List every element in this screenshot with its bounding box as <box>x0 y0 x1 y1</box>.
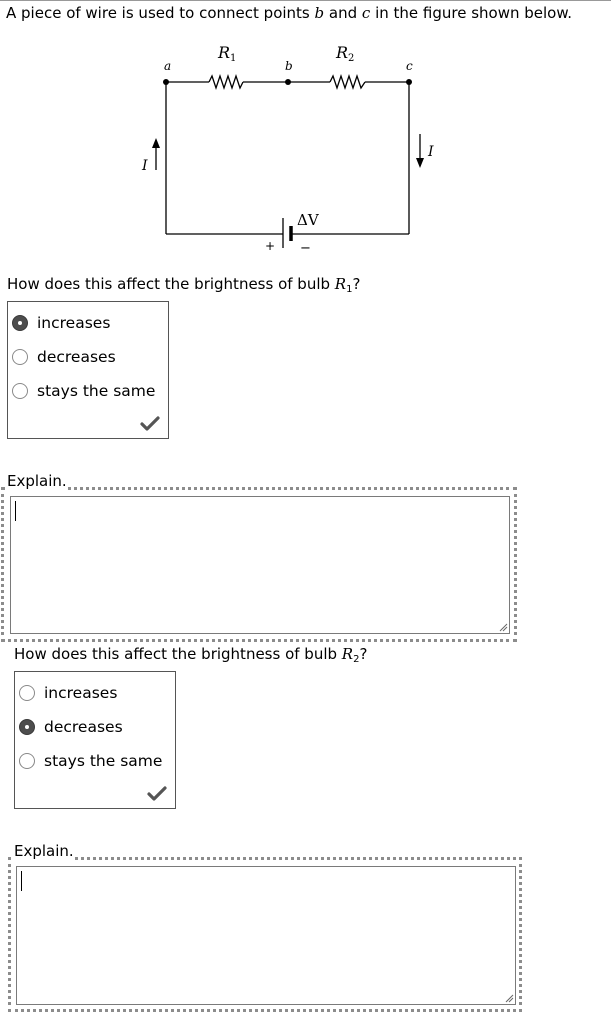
q2-option-stays-same[interactable] <box>19 752 162 770</box>
q2-option-label: decreases <box>44 718 123 736</box>
label-voltage: ΔV <box>297 211 319 229</box>
q1-option-decreases[interactable] <box>12 348 116 366</box>
q2-option-increases[interactable] <box>19 684 117 702</box>
explain-2-label: Explain. <box>14 842 74 860</box>
explain-1-textarea[interactable] <box>10 496 510 634</box>
q2-radio-decreases[interactable] <box>19 719 35 735</box>
q1-option-stays-same[interactable] <box>12 382 155 400</box>
resize-grip-icon[interactable] <box>504 993 514 1003</box>
resize-grip-icon[interactable] <box>498 622 508 632</box>
resistor-r2-icon <box>330 76 365 88</box>
q2-option-decreases[interactable] <box>19 718 123 736</box>
checkmark-icon <box>148 786 166 800</box>
current-arrow-down-icon <box>416 134 424 168</box>
q2-option-label: stays the same <box>44 752 163 770</box>
top-divider <box>0 0 611 1</box>
q1-radio-increases[interactable] <box>12 315 28 331</box>
question-1-options <box>7 301 169 439</box>
question-1-text: How does this affect the brightness of bulb $R_1$? <box>7 275 361 295</box>
label-current-right: I <box>428 144 434 160</box>
label-c: c <box>406 59 413 73</box>
text-caret <box>21 871 22 891</box>
battery-icon <box>283 218 291 248</box>
q2-radio-stays-same[interactable] <box>19 753 35 769</box>
explain-1-label: Explain. <box>7 472 67 490</box>
node-a-dot <box>163 79 169 85</box>
label-minus: − <box>300 241 311 256</box>
current-arrow-up-icon <box>152 138 160 170</box>
text-caret <box>15 501 16 521</box>
q1-option-label: increases <box>37 314 111 332</box>
label-a: a <box>164 59 172 73</box>
resistor-r1-icon <box>209 76 243 88</box>
node-b-dot <box>285 79 291 85</box>
label-r1: R1 <box>218 43 237 64</box>
label-b: b <box>285 59 293 73</box>
label-plus: + <box>265 239 276 253</box>
q1-radio-decreases[interactable] <box>12 349 28 365</box>
q1-option-label: stays the same <box>37 382 156 400</box>
checkmark-icon <box>141 416 159 430</box>
q2-radio-increases[interactable] <box>19 685 35 701</box>
label-r2: R2 <box>336 43 355 64</box>
q2-option-label: increases <box>44 684 118 702</box>
circuit-diagram <box>130 38 434 258</box>
question-2-text: How does this affect the brightness of bulb $R_2$? <box>14 645 368 665</box>
q1-option-label: decreases <box>37 348 116 366</box>
intro-text: A piece of wire is used to connect points b and c in the figure shown below. <box>6 4 572 22</box>
node-c-dot <box>406 79 412 85</box>
label-current-left: I <box>142 158 148 174</box>
q1-option-increases[interactable] <box>12 314 110 332</box>
explain-2-textarea[interactable] <box>16 866 516 1005</box>
q1-radio-stays-same[interactable] <box>12 383 28 399</box>
question-2-options <box>14 671 176 809</box>
